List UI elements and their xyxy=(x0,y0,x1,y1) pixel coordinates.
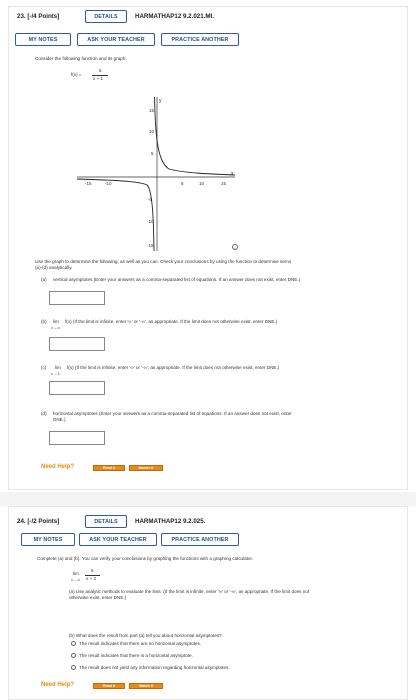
practice-another-button[interactable]: PRACTICE ANOTHER xyxy=(161,533,239,546)
part-a-text: (a) Use analytic methods to evaluate the limit. (If the limit is infinite, enter '∞' or '-∞', as appropriate. If the limit does not xyxy=(69,589,310,594)
x-tick-label: 10 xyxy=(199,181,205,186)
x-tick-label: -10 xyxy=(105,181,112,186)
watch-it-button[interactable]: Watch It xyxy=(129,683,163,689)
question-separator xyxy=(0,492,416,506)
part-a-text-cont: otherwise exist, enter DNE.) xyxy=(69,595,127,600)
part-a-label: (a) xyxy=(41,277,47,282)
function-graph xyxy=(69,93,239,253)
my-notes-button[interactable]: MY NOTES xyxy=(15,33,71,46)
x-tick-label: -15 xyxy=(85,181,92,186)
part-c-text: f(x) (If the limit is infinite, enter '∞' or '-∞', as appropriate. If the limit does not otherwise exist, enter DNE.) xyxy=(67,365,280,370)
read-it-button[interactable]: Read It xyxy=(93,465,125,471)
limit-sub: x→-∞ xyxy=(71,578,81,582)
part-d-label: (d) xyxy=(41,411,47,416)
instructions-line-1: Use the graph to determine the following, as well as you can. Check your conclusions by using the function to determine items xyxy=(35,259,292,264)
part-b-text: (b) What does the result from part (a) tell you about horizontal asymptotes? xyxy=(69,633,222,638)
question-24-card xyxy=(8,506,408,700)
question-intro: Consider the following function and its graph. xyxy=(35,56,127,61)
details-button[interactable]: DETAILS xyxy=(85,10,127,23)
part-d-text: horizontal asymptotes (Enter your answers as a comma-separated list of equations. If an answer does not exist, enter xyxy=(53,411,292,416)
part-d-text-cont: DNE.) xyxy=(53,417,66,422)
option-radio[interactable] xyxy=(71,653,76,658)
question-number: 24. [-/2 Points] xyxy=(17,518,60,525)
option-radio[interactable] xyxy=(71,665,76,670)
problem-reference: HARMATHAP12 9.2.021.MI. xyxy=(135,13,214,20)
part-c-lim-sub: x→-1⁻ xyxy=(51,372,62,376)
y-tick-label: -15 xyxy=(147,243,154,248)
y-tick-label: 15 xyxy=(149,108,155,113)
part-b-lim: lim xyxy=(53,319,59,324)
part-c-label: (c) xyxy=(41,365,47,370)
option-radio[interactable] xyxy=(71,641,76,646)
option-label: The result does not yield any information regarding horizontal asymptotes. xyxy=(79,665,230,670)
answer-input-b[interactable] xyxy=(49,337,105,351)
y-axis-label: y xyxy=(159,98,162,104)
part-c-lim: lim xyxy=(55,365,61,370)
curve-left-branch xyxy=(77,179,154,251)
question-number: 23. [-/4 Points] xyxy=(17,13,60,20)
problem-reference: HARMATHAP12 9.2.025. xyxy=(135,518,206,525)
option-label: The result indicates that there is a horizontal asymptote. xyxy=(79,653,193,658)
x-tick-label: 15 xyxy=(221,181,227,186)
read-it-button[interactable]: Read It xyxy=(93,683,125,689)
answer-input-a[interactable] xyxy=(49,291,105,305)
ask-teacher-button[interactable]: ASK YOUR TEACHER xyxy=(77,33,155,46)
practice-another-button[interactable]: PRACTICE ANOTHER xyxy=(161,33,239,46)
option-label: The result indicates that there are no horizontal asymptotes. xyxy=(79,641,202,646)
y-tick-label: -5 xyxy=(148,197,153,202)
master-it-button[interactable]: Master It xyxy=(129,465,163,471)
part-a-text: vertical asymptotes (Enter your answers as a comma-separated list of equations. If an answer does not exist, enter DNE.) xyxy=(53,277,301,282)
question-23-card xyxy=(8,6,408,490)
function-denominator: x + 1 xyxy=(93,76,104,81)
info-icon[interactable]: i xyxy=(232,244,238,250)
need-help-label: Need Help? xyxy=(41,682,75,688)
limit-lim: lim xyxy=(73,571,79,576)
x-axis-label: x xyxy=(231,171,234,177)
limit-numerator: 5 xyxy=(91,568,94,573)
part-b-label: (b) xyxy=(41,319,47,324)
function-numerator: 5 xyxy=(99,68,102,73)
x-tick-label: 5 xyxy=(181,181,184,186)
y-tick-label: 5 xyxy=(151,151,154,156)
instructions-line-2: (a)-(d) analytically. xyxy=(35,265,73,270)
question-intro: Complete (a) and (b). You can verify your conclusions by graphing the functions with a graphing calculator. xyxy=(37,556,254,561)
need-help-label: Need Help? xyxy=(41,464,75,470)
ask-teacher-button[interactable]: ASK YOUR TEACHER xyxy=(79,533,157,546)
y-tick-label: -10 xyxy=(147,219,154,224)
answer-input-d[interactable] xyxy=(49,431,105,445)
my-notes-button[interactable]: MY NOTES xyxy=(21,533,75,546)
part-b-text: f(x) (If the limit is infinite, enter '∞' or '-∞', as appropriate. If the limit does not otherwise exist, enter DNE.) xyxy=(65,319,278,324)
limit-denominator: x + 2 xyxy=(86,576,97,581)
y-tick-label: 10 xyxy=(149,129,155,134)
details-button[interactable]: DETAILS xyxy=(85,515,127,528)
part-b-lim-sub: x→-∞ xyxy=(51,326,61,330)
function-lhs: f(x) = xyxy=(71,72,82,77)
curve-right-branch xyxy=(155,97,235,175)
answer-input-c[interactable] xyxy=(49,381,105,395)
